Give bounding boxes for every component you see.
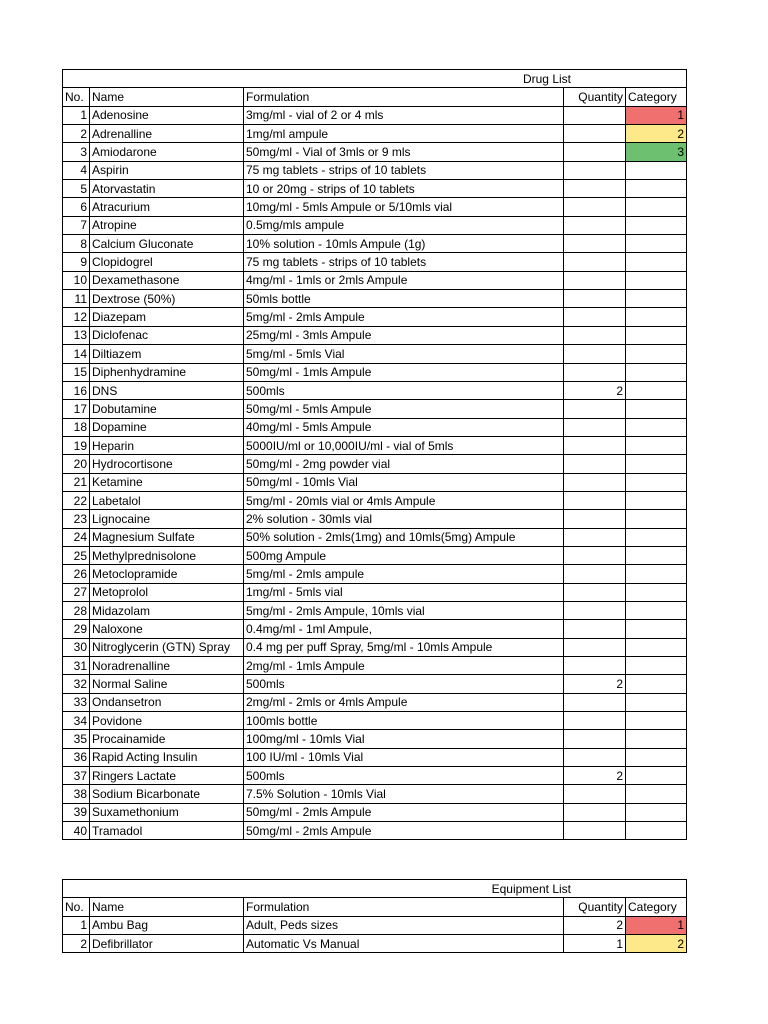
quantity-cell[interactable]: [564, 418, 626, 436]
category-cell[interactable]: [626, 822, 687, 840]
formulation-cell[interactable]: 5mg/ml - 5mls Vial: [244, 345, 564, 363]
row-number-cell[interactable]: 20: [63, 455, 90, 473]
name-cell[interactable]: Labetalol: [90, 491, 244, 509]
category-cell[interactable]: [626, 657, 687, 675]
header-no[interactable]: No.: [63, 898, 90, 916]
table-row: [63, 620, 687, 638]
table-row: [63, 125, 687, 143]
table-row: [63, 785, 687, 803]
quantity-cell[interactable]: [564, 748, 626, 766]
table-row: [63, 528, 687, 546]
formulation-cell[interactable]: 50mg/ml - 10mls Vial: [244, 473, 564, 491]
header-formulation[interactable]: Formulation: [244, 88, 564, 106]
table-row: [63, 161, 687, 179]
name-cell[interactable]: Adrenalline: [90, 125, 244, 143]
name-cell[interactable]: Amiodarone: [90, 143, 244, 161]
header-name[interactable]: Name: [90, 898, 244, 916]
name-cell[interactable]: Dextrose (50%): [90, 290, 244, 308]
table-row: [63, 565, 687, 583]
table-row: [63, 326, 687, 344]
quantity-cell[interactable]: [564, 106, 626, 124]
table-title: Equipment List: [63, 880, 687, 898]
table-row: [63, 198, 687, 216]
name-cell[interactable]: Naloxone: [90, 620, 244, 638]
name-cell[interactable]: Diazepam: [90, 308, 244, 326]
table-row: [63, 822, 687, 840]
table-row: [63, 583, 687, 601]
row-number-cell[interactable]: 2: [63, 935, 90, 953]
name-cell[interactable]: Diltiazem: [90, 345, 244, 363]
formulation-cell[interactable]: 40mg/ml - 5mls Ampule: [244, 418, 564, 436]
quantity-cell[interactable]: 1: [564, 935, 626, 953]
name-cell[interactable]: Defibrillator: [90, 935, 244, 953]
quantity-cell[interactable]: [564, 491, 626, 509]
row-number-cell[interactable]: 13: [63, 326, 90, 344]
formulation-cell[interactable]: 3mg/ml - vial of 2 or 4 mls: [244, 106, 564, 124]
table-row: [63, 308, 687, 326]
category-cell[interactable]: [626, 491, 687, 509]
header-name[interactable]: Name: [90, 88, 244, 106]
quantity-cell[interactable]: [564, 510, 626, 528]
row-number-cell[interactable]: 3: [63, 143, 90, 161]
category-cell[interactable]: [626, 620, 687, 638]
formulation-cell[interactable]: 500mls: [244, 381, 564, 399]
row-number-cell[interactable]: 30: [63, 638, 90, 656]
category-cell[interactable]: [626, 510, 687, 528]
quantity-cell[interactable]: [564, 290, 626, 308]
table-row: [63, 363, 687, 381]
category-cell[interactable]: [626, 326, 687, 344]
table-row: [63, 675, 687, 693]
category-cell[interactable]: 1: [626, 106, 687, 124]
quantity-cell[interactable]: [564, 455, 626, 473]
quantity-cell[interactable]: [564, 473, 626, 491]
name-cell[interactable]: Dobutamine: [90, 400, 244, 418]
row-number-cell[interactable]: 22: [63, 491, 90, 509]
name-cell[interactable]: Procainamide: [90, 730, 244, 748]
formulation-cell[interactable]: 10 or 20mg - strips of 10 tablets: [244, 180, 564, 198]
row-number-cell[interactable]: 16: [63, 381, 90, 399]
name-cell[interactable]: Povidone: [90, 712, 244, 730]
category-cell[interactable]: [626, 675, 687, 693]
header-no[interactable]: No.: [63, 88, 90, 106]
quantity-cell[interactable]: [564, 308, 626, 326]
name-cell[interactable]: Methylprednisolone: [90, 546, 244, 564]
formulation-cell[interactable]: 100mg/ml - 10mls Vial: [244, 730, 564, 748]
name-cell[interactable]: Aspirin: [90, 161, 244, 179]
row-number-cell[interactable]: 12: [63, 308, 90, 326]
name-cell[interactable]: Suxamethonium: [90, 803, 244, 821]
formulation-cell[interactable]: 2mg/ml - 1mls Ampule: [244, 657, 564, 675]
row-number-cell[interactable]: 7: [63, 216, 90, 234]
formulation-cell[interactable]: 50mg/ml - Vial of 3mls or 9 mls: [244, 143, 564, 161]
name-cell[interactable]: Ringers Lactate: [90, 767, 244, 785]
name-cell[interactable]: Ketamine: [90, 473, 244, 491]
table-row: [63, 436, 687, 454]
quantity-cell[interactable]: [564, 235, 626, 253]
quantity-cell[interactable]: [564, 198, 626, 216]
formulation-cell[interactable]: 10% solution - 10mls Ampule (1g): [244, 235, 564, 253]
row-number-cell[interactable]: 36: [63, 748, 90, 766]
name-cell[interactable]: Heparin: [90, 436, 244, 454]
category-cell[interactable]: [626, 712, 687, 730]
table-row: [63, 418, 687, 436]
category-cell[interactable]: [626, 253, 687, 271]
formulation-cell[interactable]: 50mg/ml - 2mls Ampule: [244, 803, 564, 821]
quantity-cell[interactable]: [564, 271, 626, 289]
table-row: [63, 473, 687, 491]
formulation-cell[interactable]: 500mls: [244, 767, 564, 785]
formulation-cell[interactable]: 500mg Ampule: [244, 546, 564, 564]
formulation-cell[interactable]: 50% solution - 2mls(1mg) and 10mls(5mg) Ampule: [244, 528, 564, 546]
table-row: [63, 916, 687, 934]
category-cell[interactable]: [626, 748, 687, 766]
category-cell[interactable]: [626, 785, 687, 803]
name-cell[interactable]: Clopidogrel: [90, 253, 244, 271]
row-number-cell[interactable]: 25: [63, 546, 90, 564]
name-cell[interactable]: Adenosine: [90, 106, 244, 124]
formulation-cell[interactable]: Adult, Peds sizes: [244, 916, 564, 934]
formulation-cell[interactable]: 50mg/ml - 1mls Ampule: [244, 363, 564, 381]
name-cell[interactable]: DNS: [90, 381, 244, 399]
category-cell[interactable]: [626, 290, 687, 308]
row-number-cell[interactable]: 39: [63, 803, 90, 821]
table-row: [63, 601, 687, 619]
row-number-cell[interactable]: 14: [63, 345, 90, 363]
category-cell[interactable]: 1: [626, 916, 687, 934]
row-number-cell[interactable]: 27: [63, 583, 90, 601]
table-row: [63, 657, 687, 675]
table-row: [63, 455, 687, 473]
formulation-cell[interactable]: 5mg/ml - 2mls Ampule: [244, 308, 564, 326]
name-cell[interactable]: Dexamethasone: [90, 271, 244, 289]
header-row: [63, 898, 687, 916]
category-cell[interactable]: [626, 400, 687, 418]
formulation-cell[interactable]: 4mg/ml - 1mls or 2mls Ampule: [244, 271, 564, 289]
row-number-cell[interactable]: 15: [63, 363, 90, 381]
quantity-cell[interactable]: [564, 730, 626, 748]
quantity-cell[interactable]: 2: [564, 381, 626, 399]
category-cell[interactable]: [626, 345, 687, 363]
name-cell[interactable]: Normal Saline: [90, 675, 244, 693]
quantity-cell[interactable]: 2: [564, 916, 626, 934]
category-cell[interactable]: [626, 767, 687, 785]
name-cell[interactable]: Diphenhydramine: [90, 363, 244, 381]
quantity-cell[interactable]: [564, 601, 626, 619]
row-number-cell[interactable]: 26: [63, 565, 90, 583]
category-cell[interactable]: [626, 308, 687, 326]
row-number-cell[interactable]: 4: [63, 161, 90, 179]
quantity-cell[interactable]: [564, 436, 626, 454]
row-number-cell[interactable]: 35: [63, 730, 90, 748]
quantity-cell[interactable]: [564, 400, 626, 418]
name-cell[interactable]: Sodium Bicarbonate: [90, 785, 244, 803]
quantity-cell[interactable]: [564, 565, 626, 583]
table-row: [63, 767, 687, 785]
category-cell[interactable]: [626, 235, 687, 253]
category-cell[interactable]: [626, 473, 687, 491]
quantity-cell[interactable]: [564, 143, 626, 161]
table-row: [63, 693, 687, 711]
table-row: [63, 935, 687, 953]
formulation-cell[interactable]: 1mg/ml ampule: [244, 125, 564, 143]
category-cell[interactable]: 3: [626, 143, 687, 161]
row-number-cell[interactable]: 31: [63, 657, 90, 675]
formulation-cell[interactable]: Automatic Vs Manual: [244, 935, 564, 953]
formulation-cell[interactable]: 1mg/ml - 5mls vial: [244, 583, 564, 601]
row-number-cell[interactable]: 6: [63, 198, 90, 216]
name-cell[interactable]: Atorvastatin: [90, 180, 244, 198]
row-number-cell[interactable]: 18: [63, 418, 90, 436]
formulation-cell[interactable]: 2mg/ml - 2mls or 4mls Ampule: [244, 693, 564, 711]
quantity-cell[interactable]: [564, 216, 626, 234]
table-row: [63, 730, 687, 748]
row-number-cell[interactable]: 40: [63, 822, 90, 840]
name-cell[interactable]: Nitroglycerin (GTN) Spray: [90, 638, 244, 656]
row-number-cell[interactable]: 11: [63, 290, 90, 308]
header-category[interactable]: Category: [626, 898, 687, 916]
header-row: [63, 88, 687, 106]
category-cell[interactable]: [626, 418, 687, 436]
formulation-cell[interactable]: 500mls: [244, 675, 564, 693]
row-number-cell[interactable]: 32: [63, 675, 90, 693]
category-cell[interactable]: [626, 693, 687, 711]
table-row: [63, 748, 687, 766]
name-cell[interactable]: Metoprolol: [90, 583, 244, 601]
formulation-cell[interactable]: 5mg/ml - 2mls Ampule, 10mls vial: [244, 601, 564, 619]
quantity-cell[interactable]: [564, 638, 626, 656]
category-cell[interactable]: [626, 638, 687, 656]
row-number-cell[interactable]: 34: [63, 712, 90, 730]
quantity-cell[interactable]: 2: [564, 767, 626, 785]
row-number-cell[interactable]: 23: [63, 510, 90, 528]
name-cell[interactable]: Rapid Acting Insulin: [90, 748, 244, 766]
quantity-cell[interactable]: [564, 657, 626, 675]
quantity-cell[interactable]: [564, 253, 626, 271]
quantity-cell[interactable]: [564, 326, 626, 344]
quantity-cell[interactable]: [564, 583, 626, 601]
category-cell[interactable]: [626, 803, 687, 821]
quantity-cell[interactable]: [564, 620, 626, 638]
name-cell[interactable]: Diclofenac: [90, 326, 244, 344]
header-quantity[interactable]: Quantity: [564, 88, 626, 106]
table-row: [63, 235, 687, 253]
formulation-cell[interactable]: 50mg/ml - 2mls Ampule: [244, 822, 564, 840]
name-cell[interactable]: Atracurium: [90, 198, 244, 216]
name-cell[interactable]: Hydrocortisone: [90, 455, 244, 473]
formulation-cell[interactable]: 5mg/ml - 20mls vial or 4mls Ampule: [244, 491, 564, 509]
table-row: [63, 803, 687, 821]
name-cell[interactable]: Tramadol: [90, 822, 244, 840]
table-title: Drug List: [63, 70, 687, 88]
row-number-cell[interactable]: 19: [63, 436, 90, 454]
name-cell[interactable]: Ambu Bag: [90, 916, 244, 934]
formulation-cell[interactable]: 0.4 mg per puff Spray, 5mg/ml - 10mls Ampule: [244, 638, 564, 656]
formulation-cell[interactable]: 5000IU/ml or 10,000IU/ml - vial of 5mls: [244, 436, 564, 454]
category-cell[interactable]: [626, 363, 687, 381]
table-row: [63, 400, 687, 418]
name-cell[interactable]: Magnesium Sulfate: [90, 528, 244, 546]
formulation-cell[interactable]: 100 IU/ml - 10mls Vial: [244, 748, 564, 766]
table-title-row: [63, 70, 687, 88]
formulation-cell[interactable]: 50mg/ml - 2mg powder vial: [244, 455, 564, 473]
table-title-row: [63, 880, 687, 898]
name-cell[interactable]: Atropine: [90, 216, 244, 234]
row-number-cell[interactable]: 29: [63, 620, 90, 638]
quantity-cell[interactable]: [564, 161, 626, 179]
name-cell[interactable]: Metoclopramide: [90, 565, 244, 583]
name-cell[interactable]: Dopamine: [90, 418, 244, 436]
row-number-cell[interactable]: 1: [63, 106, 90, 124]
table-row: [63, 345, 687, 363]
formulation-cell[interactable]: 75 mg tablets - strips of 10 tablets: [244, 161, 564, 179]
formulation-cell[interactable]: 0.4mg/ml - 1ml Ampule,: [244, 620, 564, 638]
formulation-cell[interactable]: 50mg/ml - 5mls Ampule: [244, 400, 564, 418]
header-formulation[interactable]: Formulation: [244, 898, 564, 916]
name-cell[interactable]: Noradrenalline: [90, 657, 244, 675]
row-number-cell[interactable]: 21: [63, 473, 90, 491]
category-cell[interactable]: [626, 180, 687, 198]
quantity-cell[interactable]: [564, 822, 626, 840]
quantity-cell[interactable]: [564, 528, 626, 546]
header-quantity[interactable]: Quantity: [564, 898, 626, 916]
formulation-cell[interactable]: 7.5% Solution - 10mls Vial: [244, 785, 564, 803]
category-cell[interactable]: 2: [626, 935, 687, 953]
table-row: [63, 510, 687, 528]
formulation-cell[interactable]: 25mg/ml - 3mls Ampule: [244, 326, 564, 344]
quantity-cell[interactable]: 2: [564, 675, 626, 693]
quantity-cell[interactable]: [564, 712, 626, 730]
table-row: [63, 381, 687, 399]
row-number-cell[interactable]: 8: [63, 235, 90, 253]
name-cell[interactable]: Ondansetron: [90, 693, 244, 711]
table-row: [63, 253, 687, 271]
quantity-cell[interactable]: [564, 803, 626, 821]
formulation-cell[interactable]: 2% solution - 30mls vial: [244, 510, 564, 528]
category-cell[interactable]: [626, 565, 687, 583]
quantity-cell[interactable]: [564, 785, 626, 803]
row-number-cell[interactable]: 2: [63, 125, 90, 143]
quantity-cell[interactable]: [564, 546, 626, 564]
formulation-cell[interactable]: 75 mg tablets - strips of 10 tablets: [244, 253, 564, 271]
row-number-cell[interactable]: 33: [63, 693, 90, 711]
category-cell[interactable]: 2: [626, 125, 687, 143]
row-number-cell[interactable]: 17: [63, 400, 90, 418]
table-row: [63, 712, 687, 730]
row-number-cell[interactable]: 1: [63, 916, 90, 934]
row-number-cell[interactable]: 38: [63, 785, 90, 803]
formulation-cell[interactable]: 100mls bottle: [244, 712, 564, 730]
category-cell[interactable]: [626, 455, 687, 473]
table-row: [63, 290, 687, 308]
name-cell[interactable]: Midazolam: [90, 601, 244, 619]
name-cell[interactable]: Calcium Gluconate: [90, 235, 244, 253]
quantity-cell[interactable]: [564, 345, 626, 363]
row-number-cell[interactable]: 37: [63, 767, 90, 785]
table-row: [63, 491, 687, 509]
name-cell[interactable]: Lignocaine: [90, 510, 244, 528]
formulation-cell[interactable]: 5mg/ml - 2mls ampule: [244, 565, 564, 583]
category-cell[interactable]: [626, 198, 687, 216]
category-cell[interactable]: [626, 583, 687, 601]
category-cell[interactable]: [626, 271, 687, 289]
table-row: [63, 143, 687, 161]
table-row: [63, 546, 687, 564]
category-cell[interactable]: [626, 730, 687, 748]
category-cell[interactable]: [626, 546, 687, 564]
formulation-cell[interactable]: 50mls bottle: [244, 290, 564, 308]
quantity-cell[interactable]: [564, 180, 626, 198]
table-row: [63, 638, 687, 656]
table-row: [63, 180, 687, 198]
quantity-cell[interactable]: [564, 363, 626, 381]
formulation-cell[interactable]: 10mg/ml - 5mls Ampule or 5/10mls vial: [244, 198, 564, 216]
header-category[interactable]: Category: [626, 88, 687, 106]
table-row: [63, 106, 687, 124]
table-row: [63, 216, 687, 234]
formulation-cell[interactable]: 0.5mg/mls ampule: [244, 216, 564, 234]
category-cell[interactable]: [626, 161, 687, 179]
category-cell[interactable]: [626, 381, 687, 399]
category-cell[interactable]: [626, 436, 687, 454]
quantity-cell[interactable]: [564, 693, 626, 711]
row-number-cell[interactable]: 10: [63, 271, 90, 289]
row-number-cell[interactable]: 5: [63, 180, 90, 198]
row-number-cell[interactable]: 9: [63, 253, 90, 271]
equipment-list-table: [62, 879, 687, 953]
drug-list-table: [62, 69, 687, 840]
table-row: [63, 271, 687, 289]
row-number-cell[interactable]: 24: [63, 528, 90, 546]
category-cell[interactable]: [626, 601, 687, 619]
category-cell[interactable]: [626, 216, 687, 234]
quantity-cell[interactable]: [564, 125, 626, 143]
row-number-cell[interactable]: 28: [63, 601, 90, 619]
category-cell[interactable]: [626, 528, 687, 546]
